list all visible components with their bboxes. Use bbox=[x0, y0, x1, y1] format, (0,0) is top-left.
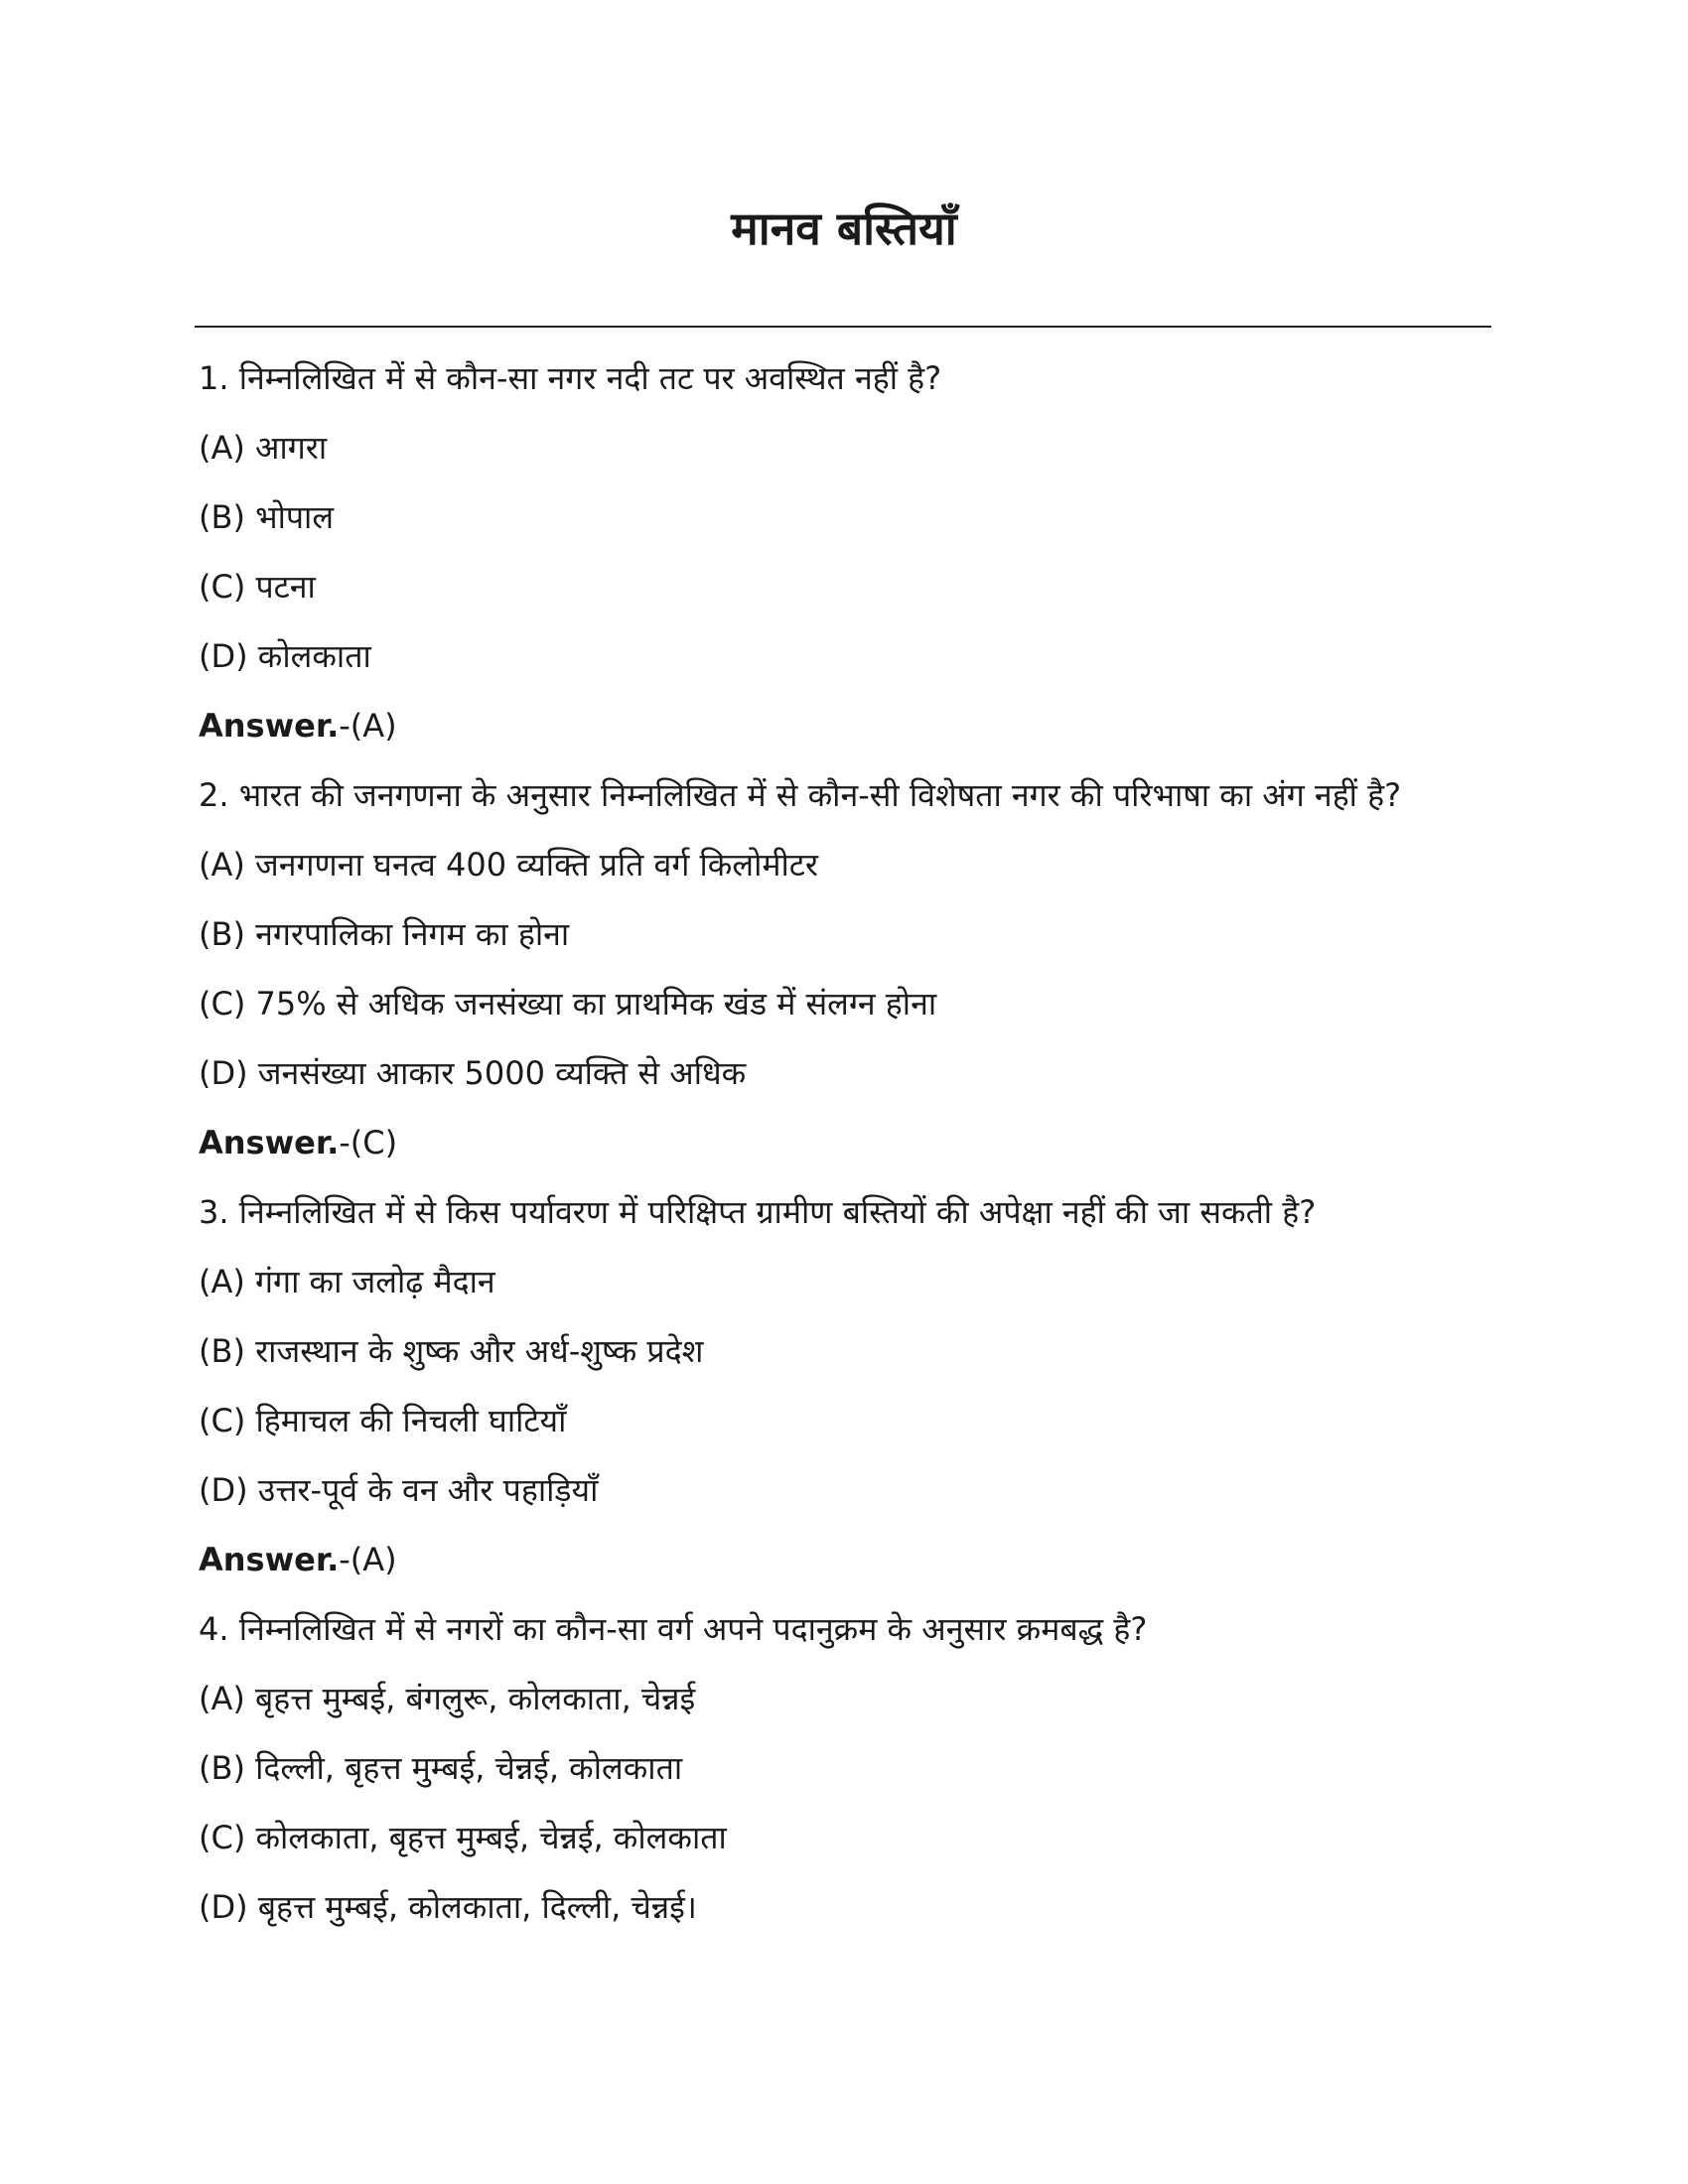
option-item: (A) बृहत्त मुम्बई, बंगलुरू, कोलकाता, चेन्नई bbox=[199, 1680, 696, 1717]
option-item: (B) भोपाल bbox=[199, 498, 335, 536]
question-list bbox=[199, 343, 1499, 1942]
option-item: (A) आगरा bbox=[199, 429, 328, 467]
option-item: (D) उत्तर-पूर्व के वन और पहाड़ियाँ bbox=[199, 1471, 599, 1509]
answer-label: Answer. bbox=[199, 1124, 340, 1161]
answer-line bbox=[199, 1108, 1499, 1177]
option-item: (C) पटना bbox=[199, 568, 316, 606]
option-item: (B) नगरपालिका निगम का होना bbox=[199, 915, 570, 953]
answer-label: Answer. bbox=[199, 707, 340, 745]
option-item: (A) जनगणना घनत्व 400 व्यक्ति प्रति वर्ग किलोमीटर bbox=[199, 846, 819, 884]
question-text: 2. भारत की जनगणना के अनुसार निम्नलिखित में से कौन-सी विशेषता नगर की परिभाषा का अंग नहीं है? bbox=[199, 776, 1402, 814]
answer-line bbox=[199, 1525, 1499, 1594]
option-item: (A) गंगा का जलोढ़ मैदान bbox=[199, 1263, 495, 1300]
answer-label: Answer. bbox=[199, 1541, 340, 1578]
answer-value: -(C) bbox=[339, 1124, 398, 1161]
page-title: मानव बस्तियाँ bbox=[731, 202, 957, 255]
option-item: (B) राजस्थान के शुष्क और अर्ध-शुष्क प्रदेश bbox=[199, 1332, 704, 1370]
answer-line bbox=[199, 691, 1499, 760]
option-item: (B) दिल्ली, बृहत्त मुम्बई, चेन्नई, कोलकाता bbox=[199, 1749, 683, 1787]
question-text: 4. निम्नलिखित में से नगरों का कौन-सा वर्ग अपने पदानुक्रम के अनुसार क्रमबद्ध है? bbox=[199, 1610, 1148, 1648]
answer-value: -(A) bbox=[339, 1541, 397, 1578]
title-divider bbox=[195, 326, 1491, 328]
question-text: 1. निम्नलिखित में से कौन-सा नगर नदी तट पर अवस्थित नहीं है? bbox=[199, 359, 942, 397]
option-item: (C) हिमाचल की निचली घाटियाँ bbox=[199, 1402, 567, 1439]
option-item: (C) कोलकाता, बृहत्त मुम्बई, चेन्नई, कोलकाता bbox=[199, 1819, 727, 1856]
option-item: (D) कोलकाता bbox=[199, 637, 371, 675]
question-text: 3. निम्नलिखित में से किस पर्यावरण में परिक्षिप्त ग्रामीण बस्तियों की अपेक्षा नहीं की जा सकती है? bbox=[199, 1193, 1317, 1231]
option-item: (C) 75% से अधिक जनसंख्या का प्राथमिक खंड में संलग्न होना bbox=[199, 985, 937, 1023]
option-item: (D) जनसंख्या आकार 5000 व्यक्ति से अधिक bbox=[199, 1054, 747, 1092]
answer-value: -(A) bbox=[339, 707, 397, 745]
option-item: (D) बृहत्त मुम्बई, कोलकाता, दिल्ली, चेन्नई। bbox=[199, 1888, 697, 1926]
